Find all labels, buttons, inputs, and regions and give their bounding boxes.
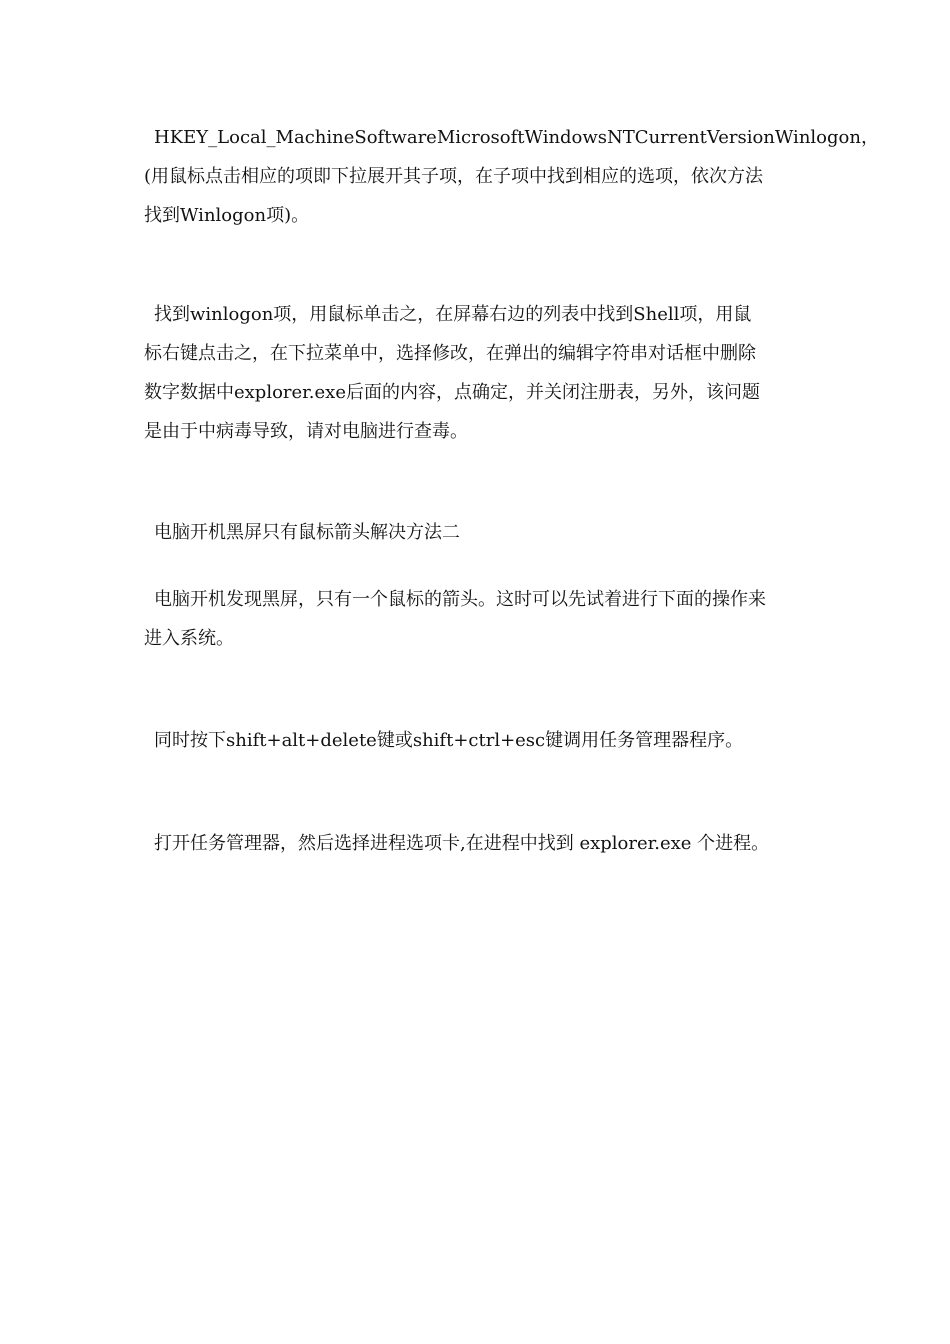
text-line: 是由于中病毒导致，请对电脑进行查毒。 xyxy=(144,421,468,442)
text-line: 找到winlogon项，用鼠标单击之，在屏幕右边的列表中找到Shell项，用鼠 xyxy=(154,304,752,325)
paragraph-shell-fix xyxy=(144,295,814,451)
text-line: 找到Winlogon项)。 xyxy=(144,205,310,226)
paragraph-explorer-process xyxy=(144,824,814,863)
text-line: 电脑开机发现黑屏，只有一个鼠标的箭头。这时可以先试着进行下面的操作来 xyxy=(154,589,766,610)
text-line: 数字数据中explorer.exe后面的内容，点确定，并关闭注册表，另外，该问题 xyxy=(144,382,760,403)
text-line: 打开任务管理器，然后选择进程选项卡,在进程中找到 explorer.exe 个进程。 xyxy=(154,833,770,854)
text-line: 标右键点击之，在下拉菜单中，选择修改，在弹出的编辑字符串对话框中删除 xyxy=(144,343,756,364)
section-heading-method-two xyxy=(144,513,814,552)
paragraph-task-manager-keys xyxy=(144,721,814,760)
text-line: 进入系统。 xyxy=(144,628,234,649)
text-line: 同时按下shift+alt+delete键或shift+ctrl+esc键调用任务管理器程序。 xyxy=(154,730,744,751)
text-line: 电脑开机黑屏只有鼠标箭头解决方法二 xyxy=(154,522,460,543)
text-line: HKEY_Local_MachineSoftwareMicrosoftWindowsNTCurrentVersionWinlogon， xyxy=(154,127,879,148)
paragraph-method-two-intro xyxy=(144,580,814,658)
paragraph-registry-path xyxy=(144,118,879,235)
text-line: (用鼠标点击相应的项即下拉展开其子项，在子项中找到相应的选项，依次方法 xyxy=(144,166,764,187)
